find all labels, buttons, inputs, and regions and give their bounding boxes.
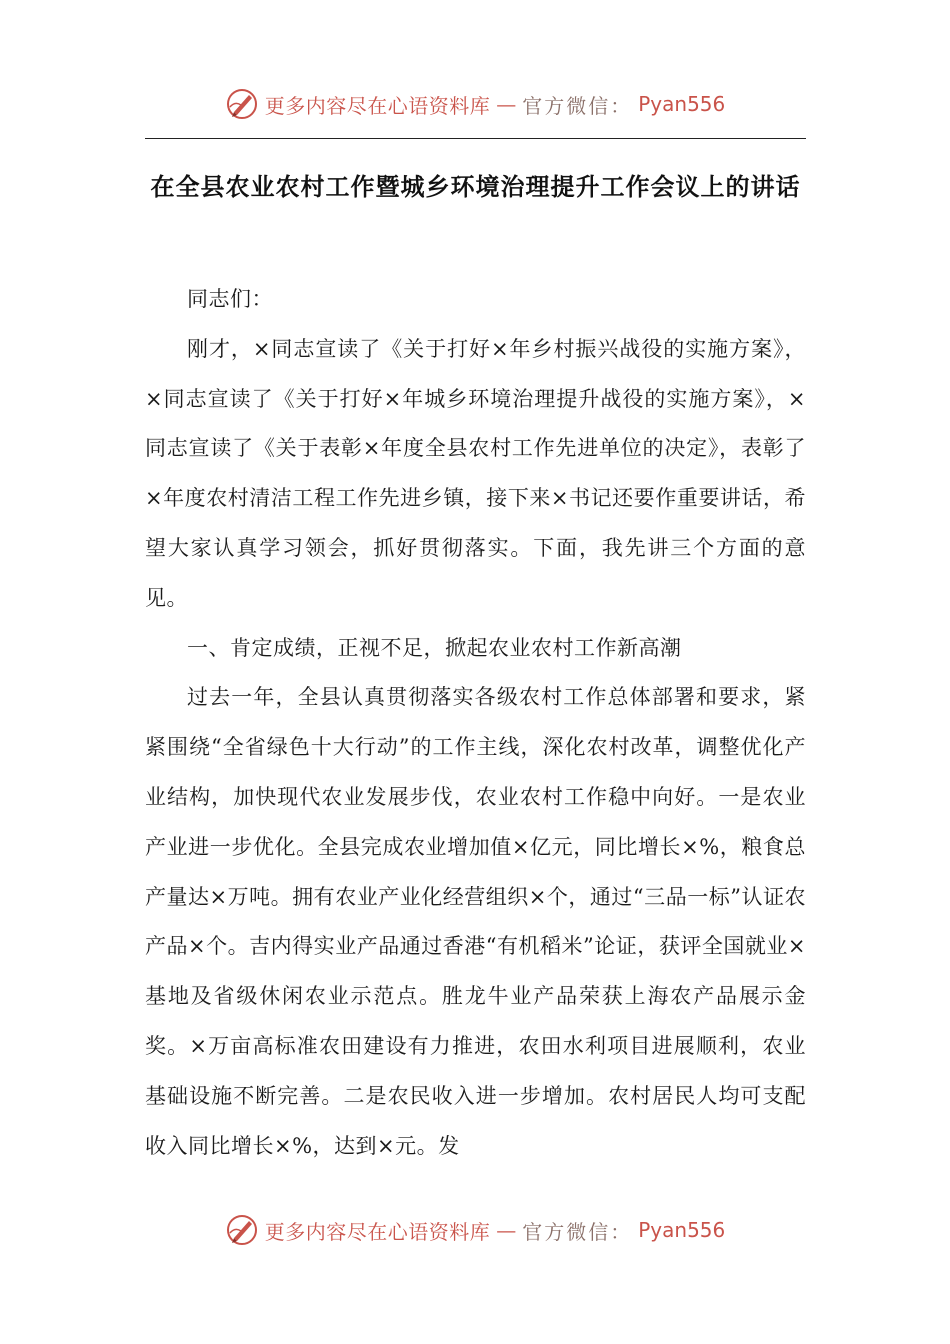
banner-wechat-id: Pyan556 — [638, 92, 726, 116]
footer-banner — [0, 1210, 950, 1250]
banner-brand-text: 更多内容尽在心语资料库 — [264, 1219, 491, 1244]
header-divider — [145, 138, 806, 139]
banner-brand-text: 更多内容尽在心语资料库 — [264, 93, 491, 118]
paragraph: 过去一年，全县认真贯彻落实各级农村工作总体部署和要求，紧紧围绕“全省绿色十大行动”的工作主线，深化农村改革，调整优化产业结构，加快现代农业发展步伐，农业农村工作稳中向好。一是农业产业进一步优化。全县完成农业增加值×亿元，同比增长×%，粮食总产量达×万吨。拥有农业产业化经营组织×个，通过“三品一标”认证农产品×个。吉内得实业产品通过香港“有机稻米”论证，获评全国就业×基地及省级休闲农业示范点。胜龙牛业产品荣获上海农产品展示金奖。×万亩高标准农田建设有力推进，农田水利项目进展顺利，农业基础设施不断完善。二是农民收入进一步增加。农村居民人均可支配收入同比增长×%，达到×元。发 — [145, 685, 806, 1158]
header-banner — [0, 84, 950, 124]
banner-dash: — — [496, 92, 517, 116]
document-title: 在全县农业农村工作暨城乡环境治理提升工作会议上的讲话 — [150, 172, 801, 201]
banner-wechat-id: Pyan556 — [638, 1218, 726, 1242]
paragraph: 刚才，×同志宣读了《关于打好×年乡村振兴战役的实施方案》，×同志宣读了《关于打好×年城乡环境治理提升战役的实施方案》，×同志宣读了《关于表彰×年度全县农村工作先进单位的决定》，表彰了×年度农村清洁工程工作先进乡镇，接下来×书记还要作重要讲话，希望大家认真学习领会，抓好贯彻落实。下面，我先讲三个方面的意见。 — [145, 336, 806, 610]
section-heading: 一、肯定成绩，正视不足，掀起农业农村工作新高潮 — [187, 635, 682, 660]
pen-logo-icon — [225, 87, 259, 121]
pen-logo-icon — [225, 1213, 259, 1247]
document-body — [145, 275, 806, 1171]
salutation: 同志们： — [187, 287, 273, 311]
banner-wechat-label: 官方微信： — [522, 93, 633, 118]
banner-dash: — — [496, 1218, 517, 1242]
banner-wechat-label: 官方微信： — [522, 1219, 633, 1244]
